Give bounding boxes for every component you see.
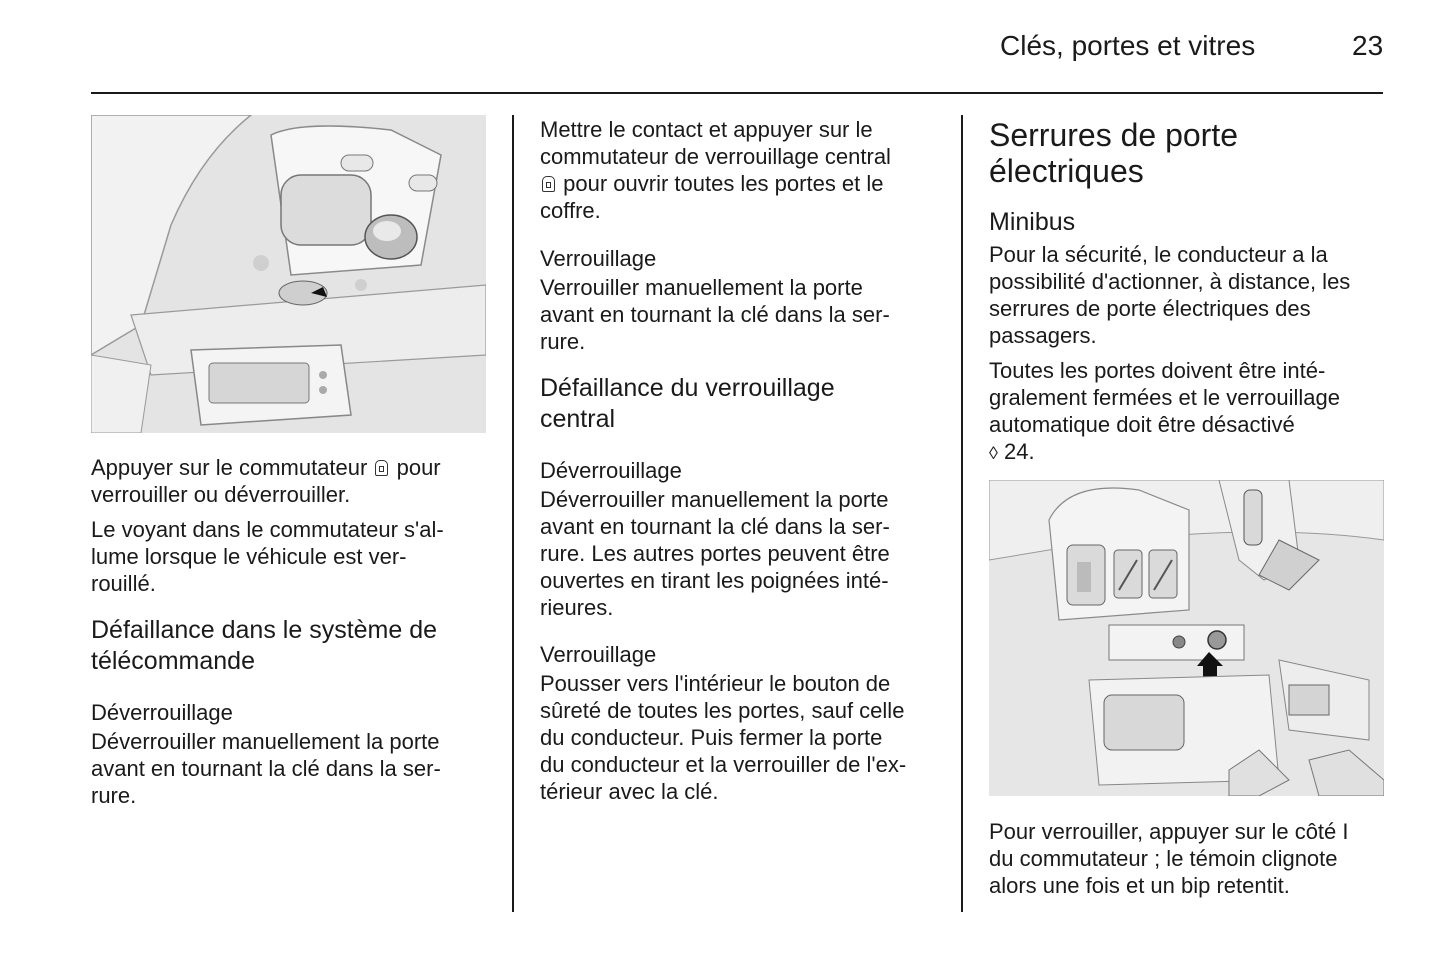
column-divider-1 [512, 115, 514, 912]
header-rule [91, 92, 1383, 94]
section-heading: Défaillance dans le système de télécommande [91, 616, 438, 675]
paragraph: Déverrouiller manuellement la porte avant en tournant la clé dans la ser- rure. Les autres portes peuvent être ouvertes en tirant les poignées inté- rieures. [540, 487, 890, 620]
paragraph: Pour verrouiller, appuyer sur le côté I du commutateur ; le témoin clignote alors une fois et un bip retentit. [989, 819, 1349, 898]
lock-icon [375, 460, 388, 476]
section-heading: Défaillance du verrouillage central [540, 374, 835, 433]
page-number: 23 [1352, 30, 1384, 61]
cross-reference-link[interactable]: 24. [1004, 439, 1035, 464]
subheading: Déverrouillage [540, 458, 682, 483]
cross-reference-icon: ◊ [989, 443, 998, 463]
subheading-minibus: Minibus [989, 208, 1076, 236]
paragraph: Mettre le contact et appuyer sur le commutateur de verrouillage central pour ouvrir toutes les portes et le coffre. [540, 117, 891, 223]
paragraph: Le voyant dans le commutateur s'al- lume lorsque le véhicule est ver- rouillé. [91, 517, 444, 596]
dashboard-switch-figure [989, 480, 1384, 796]
column-divider-2 [961, 115, 963, 912]
page-heading: Serrures de porte électriques [989, 117, 1239, 189]
section-title: Clés, portes et vitres [1000, 30, 1256, 61]
overhead-console-figure [91, 115, 486, 433]
subheading: Déverrouillage [91, 700, 233, 725]
paragraph: Pour la sécurité, le conducteur a la possibilité d'actionner, à distance, les serrures de porte électriques des passagers. [989, 242, 1351, 348]
subheading: Verrouillage [540, 642, 657, 667]
paragraph: Toutes les portes doivent être inté- gralement fermées et le verrouillage automatique doit être désactivé ◊ 24. [989, 357, 1389, 467]
lock-icon [542, 176, 555, 192]
paragraph: Appuyer sur le commutateur pour verrouiller ou déverrouiller. [91, 455, 441, 507]
paragraph: Verrouiller manuellement la porte avant en tournant la clé dans la ser- rure. [540, 275, 890, 354]
paragraph: Déverrouiller manuellement la porte avant en tournant la clé dans la ser- rure. [91, 729, 441, 808]
paragraph: Pousser vers l'intérieur le bouton de sûreté de toutes les portes, sauf celle du conducteur. Puis fermer la porte du conducteur et la verrouiller de l'ex- térieur avec la clé. [540, 671, 907, 804]
subheading: Verrouillage [540, 246, 657, 271]
